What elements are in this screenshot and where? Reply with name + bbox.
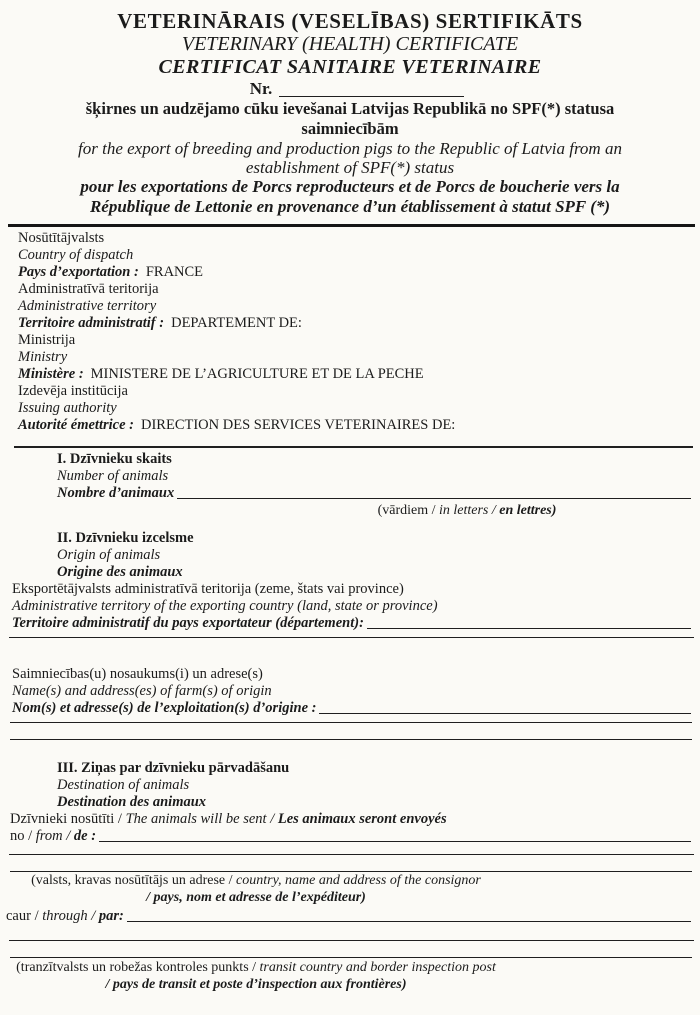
farm-lv: Saimniecības(u) nosaukums(i) un adrese(s) [12, 666, 263, 682]
section1-number-row [57, 485, 691, 502]
field-territory-en: Administrative territory [18, 298, 157, 314]
purpose-lv-line2: saimniecībām [301, 119, 399, 138]
certificate-title-lv: VETERINĀRAIS (VESELĪBAS) SERTIFIKĀTS [117, 9, 583, 33]
farm-blank [319, 700, 691, 714]
transit-caption-line1 [0, 960, 512, 977]
field-ministry-fr-label: Ministère : [18, 366, 84, 382]
section3-heading-fr: Destination des animaux [57, 794, 207, 810]
purpose-en-line1: for the export of breeding and production pigs to the Republic of Latvia from an [78, 139, 622, 158]
from-row [10, 828, 691, 845]
through-en: through / [42, 908, 99, 924]
certificate-title-en: VETERINARY (HEALTH) CERTIFICATE [181, 33, 519, 55]
field-ministry-lv: Ministrija [18, 332, 76, 348]
through-blank [127, 908, 691, 922]
section2-territory-row [12, 615, 691, 632]
transit-caption-line2: / pays de transit et poste d’inspection aux frontières) [105, 976, 407, 992]
consignor-caption-line1 [0, 873, 512, 890]
certificate-number-label: Nr. [249, 79, 273, 98]
field-country-lv: Nosūtītājvalsts [18, 230, 105, 246]
caption-in-words-en: in letters / [438, 503, 500, 518]
field-territory-fr-row [18, 315, 700, 332]
section1-caption [238, 502, 696, 519]
farm-write-line-2 [10, 723, 692, 740]
section1-block [0, 451, 700, 519]
field-country-value: FRANCE [145, 264, 204, 280]
animals-sent-fr: Les animaux seront envoyés [277, 811, 447, 827]
certificate-title-fr: CERTIFICAT SANITAIRE VETERINAIRE [158, 56, 542, 78]
animals-sent-en: The animals will be sent / [125, 811, 278, 827]
field-authority-lv: Izdevēja institūcija [18, 383, 128, 399]
caption-in-words-lv: (vārdiem / [377, 503, 439, 518]
transit-caption-en: transit country and border inspection post [259, 960, 496, 975]
transit-caption-lv: (tranzītvalsts un robežas kontroles punkts / [16, 960, 260, 975]
field-ministry-fr-row [18, 366, 700, 383]
section3-heading-lv: III. Ziņas par dzīvnieku pārvadāšanu [57, 760, 290, 776]
section2-heading-fr: Origine des animaux [57, 564, 183, 580]
farm-en: Name(s) and address(es) of farm(s) of origin [12, 683, 272, 699]
animals-sent-line [10, 811, 700, 828]
purpose-en-line2: establishment of SPF(*) status [245, 158, 455, 177]
section3-block [0, 760, 700, 993]
caption-in-words-fr: en lettres) [499, 503, 557, 518]
field-ministry-en: Ministry [18, 349, 68, 365]
purpose-fr-line2: République de Lettonie en provenance d’un établissement à statut SPF (*) [89, 197, 611, 216]
farm-row [12, 700, 691, 717]
transit-write-line-2 [10, 941, 692, 958]
field-authority-fr-label: Autorité émettrice : [18, 417, 134, 433]
dispatch-block [18, 230, 700, 434]
consignor-write-line-2 [10, 855, 692, 872]
field-authority-value: DIRECTION DES SERVICES VETERINAIRES DE: [140, 417, 456, 433]
certificate-number-row [0, 79, 700, 99]
section2-territory-fr-label: Territoire administratif du pays exportateur (département): [12, 615, 364, 631]
section2-territory-en: Administrative territory of the exporting country (land, state or province) [12, 598, 438, 614]
section2-heading-lv: II. Dzīvnieku izcelsme [57, 530, 194, 546]
field-territory-fr-label: Territoire administratif : [18, 315, 165, 331]
field-country-en: Country of dispatch [18, 247, 134, 263]
field-ministry-value: MINISTERE DE L’AGRICULTURE ET DE LA PECHE [90, 366, 424, 382]
through-row [6, 908, 691, 925]
from-en: from / [35, 828, 74, 844]
farm-fr-label: Nom(s) et adresse(s) de l’exploitation(s) d’origine : [12, 700, 317, 716]
consignor-caption-line2: / pays, nom et adresse de l’expéditeur) [146, 889, 366, 905]
consignor-caption-lv: (valsts, kravas nosūtītājs un adrese / [31, 873, 237, 888]
separator-section1 [14, 446, 693, 448]
from-fr: de : [73, 828, 97, 844]
section2-territory-blank [367, 615, 691, 629]
certificate-number-blank [279, 79, 464, 97]
section1-heading-fr: Nombre d’animaux [57, 485, 175, 501]
purpose-lv-line1: šķirnes un audzējamo cūku ievešanai Latvijas Republikā no SPF(*) statusa [85, 99, 615, 118]
separator-header [8, 224, 695, 227]
through-lv: caur / [6, 908, 43, 924]
separator-territory [9, 637, 694, 638]
from-lv: no / [10, 828, 36, 844]
from-blank [99, 828, 691, 842]
through-fr: par: [98, 908, 124, 924]
field-territory-lv: Administratīvā teritorija [18, 281, 159, 297]
field-territory-value: DEPARTEMENT DE: [171, 315, 302, 331]
section2-territory-lv: Eksportētājvalsts administratīvā teritorija (zeme, štats vai province) [12, 581, 404, 597]
section1-number-blank [177, 485, 691, 499]
animals-sent-lv: Dzīvnieki nosūtīti / [10, 811, 126, 827]
field-authority-en: Issuing authority [18, 400, 117, 416]
field-country-fr-label: Pays d’exportation : [18, 264, 139, 280]
section2-block [0, 530, 700, 638]
purpose-fr-line1: pour les exportations de Porcs reproducteurs et de Porcs de boucherie vers la [80, 177, 620, 196]
section2-heading-en: Origin of animals [57, 547, 161, 563]
field-country-fr-row [18, 264, 700, 281]
section1-heading-en: Number of animals [57, 468, 169, 484]
section3-heading-en: Destination of animals [57, 777, 190, 793]
section1-heading-lv: I. Dzīvnieku skaits [57, 451, 172, 467]
farm-block [0, 666, 700, 740]
consignor-caption-en: country, name and address of the consignor [236, 873, 481, 888]
field-authority-fr-row [18, 417, 700, 434]
